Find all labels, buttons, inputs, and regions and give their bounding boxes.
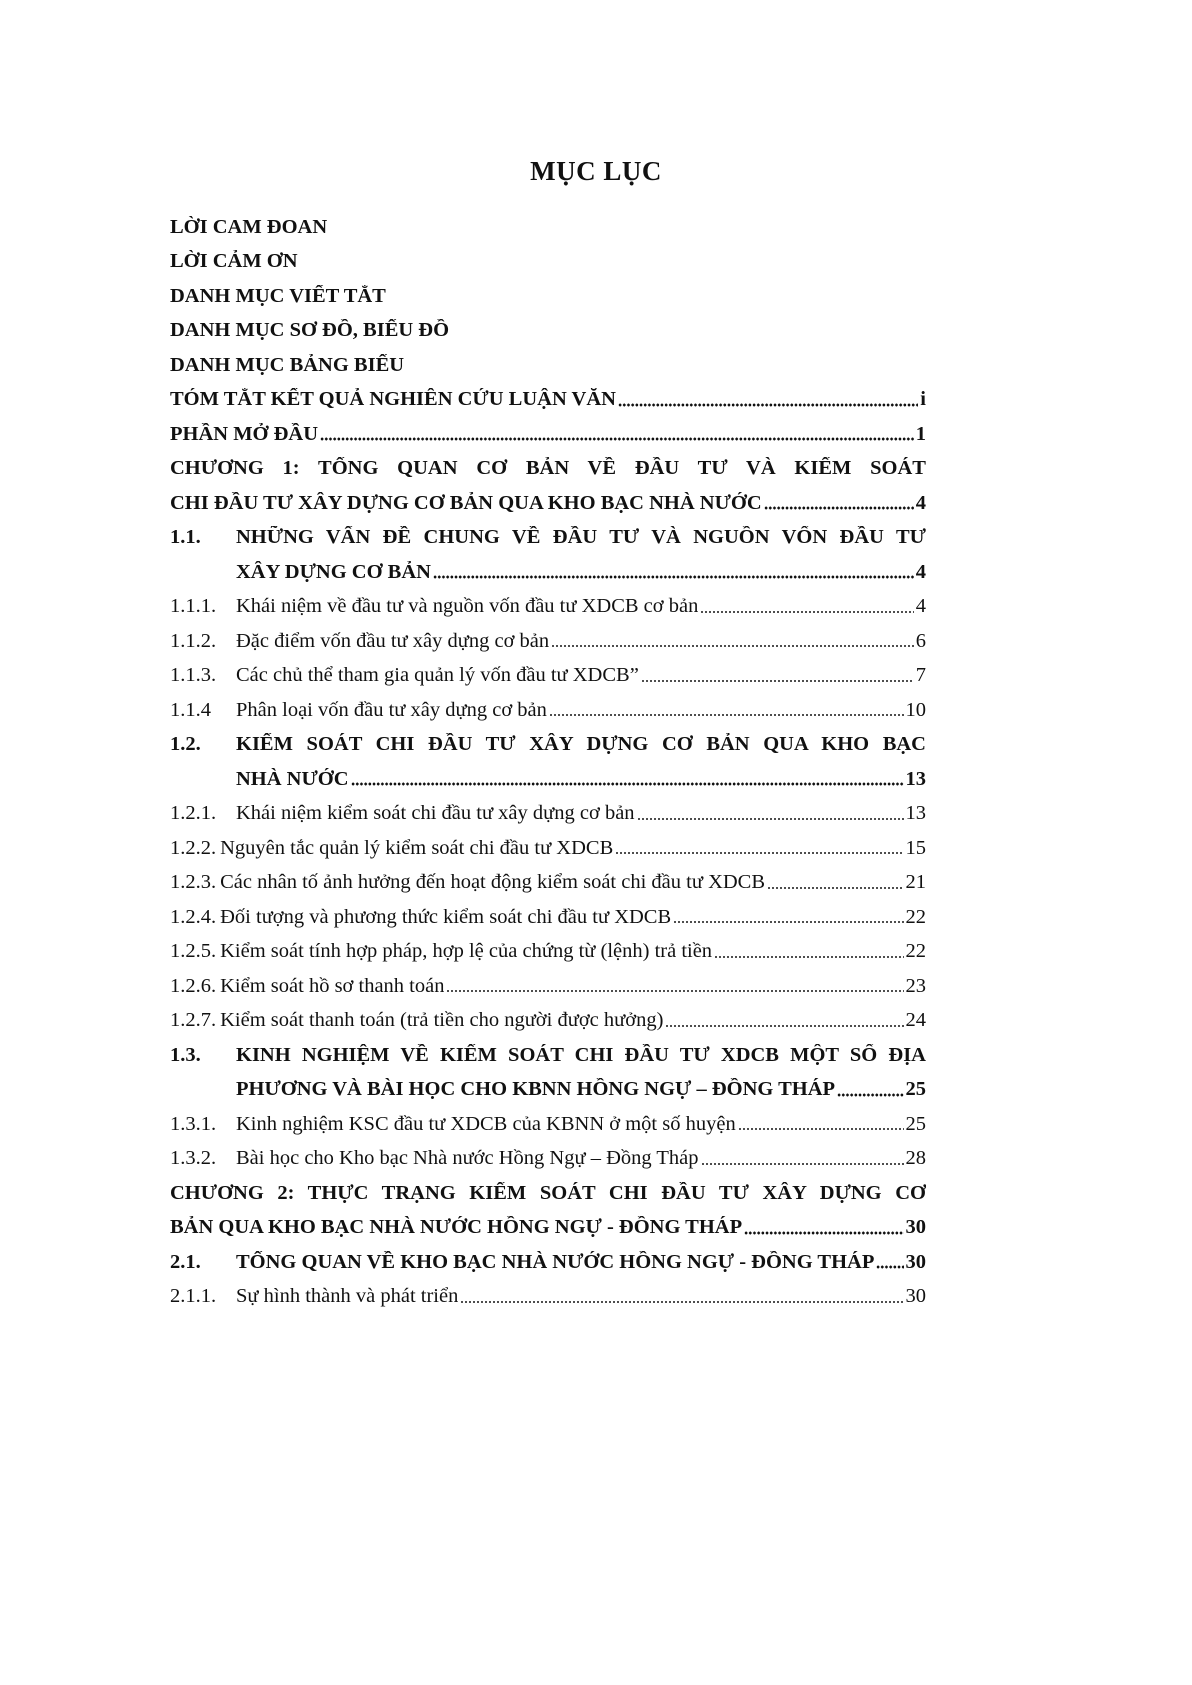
toc-entry-page-number: 10	[905, 698, 926, 721]
dot-leader	[714, 952, 903, 962]
dot-leader	[551, 641, 914, 651]
toc-entry	[170, 935, 926, 970]
toc-entry-text: PHẦN MỞ ĐẦU	[170, 422, 319, 445]
toc-entry	[170, 728, 926, 763]
toc-entry	[170, 1004, 926, 1039]
toc-entry-number: 1.3.1.	[170, 1112, 217, 1135]
page-title: MỤC LỤC	[530, 156, 662, 186]
dot-leader	[837, 1090, 903, 1100]
dot-leader	[876, 1262, 903, 1272]
toc-entry	[170, 831, 926, 866]
toc-entry-page-number: 30	[905, 1216, 926, 1239]
toc-entry-page-number: 13	[905, 802, 926, 825]
toc-entry-number: 1.2.1.	[170, 802, 217, 825]
toc-entry-page-number: 1	[915, 422, 926, 445]
toc-entry-text: Khái niệm kiểm soát chi đầu tư xây dựng cơ bản	[236, 802, 635, 825]
toc-entry-text: TỔNG QUAN VỀ KHO BẠC NHÀ NƯỚC HỒNG NGỰ - ĐỒNG THÁP	[236, 1250, 875, 1273]
toc-entry-number: 2.1.1.	[170, 1285, 217, 1308]
toc-entry	[170, 521, 926, 556]
toc-entry	[170, 693, 926, 728]
dot-leader	[673, 917, 903, 927]
dot-leader	[767, 883, 903, 893]
toc-entry-number: 1.2.4.	[170, 905, 217, 928]
toc-entry-number: 1.1.3.	[170, 664, 217, 687]
toc-entry-number: 1.1.	[170, 526, 201, 549]
toc-entry	[170, 797, 926, 832]
dot-leader	[641, 676, 914, 686]
toc-entry-number: 1.3.	[170, 1043, 201, 1066]
toc-entry-text: DANH MỤC SƠ ĐỒ, BIỂU ĐỒ	[170, 319, 450, 342]
toc-entry-text: BẢN QUA KHO BẠC NHÀ NƯỚC HỒNG NGỰ - ĐỒNG THÁP	[170, 1216, 743, 1239]
toc-entry-text: Phân loại vốn đầu tư xây dựng cơ bản	[236, 698, 547, 721]
dot-leader	[701, 1159, 904, 1169]
toc-entry	[170, 555, 926, 590]
dot-leader	[433, 572, 914, 582]
toc-entry	[170, 210, 926, 245]
toc-entry-text: Khái niệm về đầu tư và nguồn vốn đầu tư XDCB cơ bản	[236, 595, 699, 618]
toc-entry-page-number: 22	[905, 905, 926, 928]
toc-entry	[170, 1142, 926, 1177]
toc-entry-number: 1.1.2.	[170, 629, 217, 652]
toc-entry-text: Đặc điểm vốn đầu tư xây dựng cơ bản	[236, 629, 550, 652]
dot-leader	[320, 434, 914, 444]
toc-entry-text: TÓM TẮT KẾT QUẢ NGHIÊN CỨU LUẬN VĂN	[170, 388, 616, 411]
dot-leader	[764, 503, 914, 513]
toc-entry-text: XÂY DỰNG CƠ BẢN	[236, 560, 431, 583]
toc-entry	[170, 1107, 926, 1142]
toc-entry-page-number: 15	[905, 836, 926, 859]
toc-entry	[170, 1245, 926, 1280]
toc-entry-text: KINH NGHIỆM VỀ KIỂM SOÁT CHI ĐẦU TƯ XDCB MỘT SỐ ĐỊA	[236, 1043, 926, 1066]
toc-entry	[170, 348, 926, 383]
toc-entry-page-number: 25	[905, 1112, 926, 1135]
toc-entry	[170, 314, 926, 349]
toc-entry-text: Kiểm soát tính hợp pháp, hợp lệ của chứng từ (lệnh) trả tiền	[220, 940, 713, 963]
toc-entry	[170, 279, 926, 314]
toc-entry	[170, 590, 926, 625]
toc-entry-text: Đối tượng và phương thức kiểm soát chi đầu tư XDCB	[220, 905, 672, 928]
toc-entry-number: 1.3.2.	[170, 1147, 217, 1170]
toc-entry-text: Sự hình thành và phát triển	[236, 1285, 459, 1308]
dot-leader	[618, 400, 918, 410]
toc-entry-number: 1.2.5.	[170, 940, 217, 963]
toc-entry-page-number: 28	[905, 1147, 926, 1170]
toc-entry-page-number: 23	[905, 974, 926, 997]
dot-leader	[700, 607, 913, 617]
toc-entry-number: 1.2.7.	[170, 1009, 217, 1032]
toc-entry	[170, 486, 926, 521]
toc-entry-page-number: 4	[915, 491, 926, 514]
toc-entry-text: CHƯƠNG 2: THỰC TRẠNG KIỂM SOÁT CHI ĐẦU TƯ XÂY DỰNG CƠ	[170, 1181, 926, 1204]
toc-entry-text: Kiểm soát hồ sơ thanh toán	[220, 974, 445, 997]
dot-leader	[351, 779, 904, 789]
toc-entry-number: 2.1.	[170, 1250, 201, 1273]
dot-leader	[460, 1297, 903, 1307]
dot-leader	[744, 1228, 903, 1238]
dot-leader	[615, 848, 903, 858]
dot-leader	[665, 1021, 903, 1031]
toc-entry-text: PHƯƠNG VÀ BÀI HỌC CHO KBNN HỒNG NGỰ – ĐỒNG THÁP	[236, 1078, 836, 1101]
toc-entry-page-number: i	[920, 388, 926, 411]
toc-entry-number: 1.2.2.	[170, 836, 217, 859]
toc-entry-text: Các chủ thể tham gia quản lý vốn đầu tư XDCB”	[236, 664, 639, 687]
toc-entry	[170, 452, 926, 487]
toc-entry-number: 1.2.	[170, 733, 201, 756]
toc-entry-page-number: 13	[905, 767, 926, 790]
toc-entry	[170, 969, 926, 1004]
table-of-contents	[170, 210, 926, 1314]
toc-entry-text: NHÀ NƯỚC	[236, 767, 349, 790]
dot-leader	[738, 1124, 904, 1134]
toc-entry-page-number: 25	[905, 1078, 926, 1101]
toc-entry-text: NHỮNG VẤN ĐỀ CHUNG VỀ ĐẦU TƯ VÀ NGUỒN VỐN ĐẦU TƯ	[236, 526, 926, 549]
toc-entry	[170, 417, 926, 452]
toc-entry	[170, 900, 926, 935]
toc-entry-page-number: 22	[905, 940, 926, 963]
toc-entry	[170, 1176, 926, 1211]
toc-entry	[170, 624, 926, 659]
toc-entry-number: 1.1.1.	[170, 595, 217, 618]
toc-entry-text: CHƯƠNG 1: TỔNG QUAN CƠ BẢN VỀ ĐẦU TƯ VÀ KIỂM SOÁT	[170, 457, 926, 480]
toc-entry	[170, 1211, 926, 1246]
toc-entry-text: CHI ĐẦU TƯ XÂY DỰNG CƠ BẢN QUA KHO BẠC NHÀ NƯỚC	[170, 491, 762, 514]
dot-leader	[549, 710, 904, 720]
toc-entry-page-number: 21	[905, 871, 926, 894]
toc-entry	[170, 866, 926, 901]
toc-entry-page-number: 7	[915, 664, 926, 687]
toc-entry-number: 1.1.4	[170, 698, 211, 721]
toc-entry	[170, 1280, 926, 1315]
toc-entry-text: DANH MỤC BẢNG BIỂU	[170, 353, 405, 376]
toc-entry-page-number: 30	[905, 1285, 926, 1308]
toc-entry-page-number: 24	[905, 1009, 926, 1032]
toc-entry-text: Các nhân tố ảnh hưởng đến hoạt động kiểm soát chi đầu tư XDCB	[220, 871, 766, 894]
dot-leader	[637, 814, 904, 824]
toc-entry-text: Kinh nghiệm KSC đầu tư XDCB của KBNN ở một số huyện	[236, 1112, 736, 1135]
toc-entry-page-number: 4	[915, 560, 926, 583]
toc-entry	[170, 1073, 926, 1108]
toc-entry-page-number: 30	[905, 1250, 926, 1273]
toc-entry-number: 1.2.6.	[170, 974, 217, 997]
toc-entry-text: DANH MỤC VIẾT TẮT	[170, 284, 386, 307]
toc-entry-text: LỜI CẢM ƠN	[170, 250, 298, 273]
dot-leader	[446, 986, 903, 996]
toc-entry-text: LỜI CAM ĐOAN	[170, 215, 328, 238]
toc-entry-number: 1.2.3.	[170, 871, 217, 894]
toc-entry-page-number: 6	[915, 629, 926, 652]
toc-entry-text: Kiểm soát thanh toán (trả tiền cho người được hưởng)	[220, 1009, 664, 1032]
toc-entry-text: Bài học cho Kho bạc Nhà nước Hồng Ngự – Đồng Tháp	[236, 1147, 699, 1170]
toc-entry-page-number: 4	[915, 595, 926, 618]
toc-entry	[170, 762, 926, 797]
toc-entry-text: Nguyên tắc quản lý kiểm soát chi đầu tư XDCB	[220, 836, 614, 859]
toc-entry	[170, 659, 926, 694]
toc-entry	[170, 245, 926, 280]
toc-entry-text: KIỂM SOÁT CHI ĐẦU TƯ XÂY DỰNG CƠ BẢN QUA KHO BẠC	[236, 733, 926, 756]
toc-entry	[170, 383, 926, 418]
toc-entry	[170, 1038, 926, 1073]
